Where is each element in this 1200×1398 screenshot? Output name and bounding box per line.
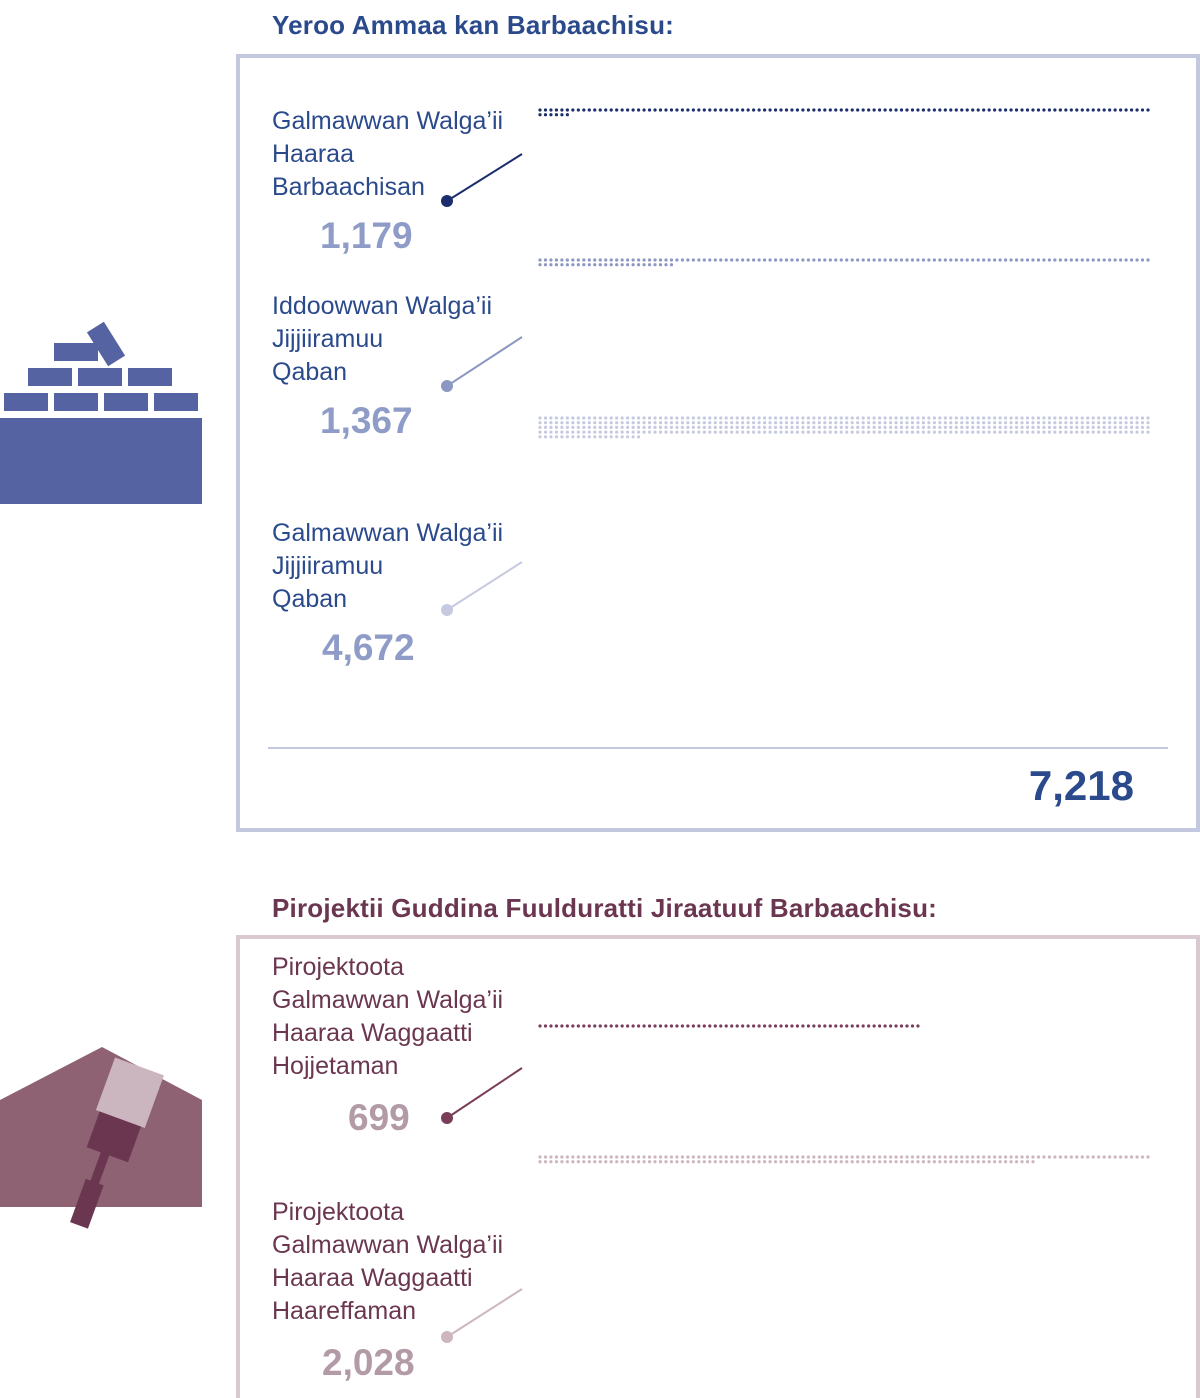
leader-line-0-1 xyxy=(447,337,522,386)
category-label-renovated-per-year: Pirojektoota Galmawwan Walga’ii Haaraa Waggaatti Haareffaman xyxy=(272,1198,504,1325)
value-label-new-halls: 1,179 xyxy=(320,215,413,256)
bar-1-0 xyxy=(538,1024,919,1027)
leader-dot-1-0 xyxy=(441,1112,453,1124)
chart-title-current-needs: Yeroo Ammaa kan Barbaachisu: xyxy=(272,10,675,40)
value-label-halls-to-change: 4,672 xyxy=(322,627,415,668)
leader-dot-0-0 xyxy=(441,195,453,207)
bar-0-2 xyxy=(538,416,1149,438)
leader-line-0-0 xyxy=(447,154,522,201)
category-label-sites-to-change: Iddoowwan Walga’ii Jijjiiramuu Qaban xyxy=(272,292,493,386)
bar-1-1 xyxy=(538,1155,1149,1163)
chart-title-future-growth: Pirojektii Guddina Fuulduratti Jiraatuuf Barbaachisu: xyxy=(272,893,938,923)
category-label-new-halls: Galmawwan Walga’ii Haaraa Barbaachisan xyxy=(272,107,504,201)
leader-line-1-1 xyxy=(447,1289,522,1337)
value-label-built-per-year: 699 xyxy=(348,1097,410,1138)
value-label-sites-to-change: 1,367 xyxy=(320,400,413,441)
category-label-built-per-year: Pirojektoota Galmawwan Walga’ii Haaraa Waggaatti Hojjetaman xyxy=(272,953,504,1080)
bar-0-1 xyxy=(538,258,1149,266)
value-label-renovated-per-year: 2,028 xyxy=(322,1342,415,1383)
leader-dot-1-1 xyxy=(441,1331,453,1343)
leader-dot-0-1 xyxy=(441,380,453,392)
leader-line-1-0 xyxy=(447,1068,522,1118)
bar-0-0 xyxy=(538,108,1149,116)
leader-dot-0-2 xyxy=(441,604,453,616)
total-value: 7,218 xyxy=(1028,762,1134,809)
category-label-halls-to-change: Galmawwan Walga’ii Jijjiiramuu Qaban xyxy=(272,519,504,613)
leader-line-0-2 xyxy=(447,562,522,610)
